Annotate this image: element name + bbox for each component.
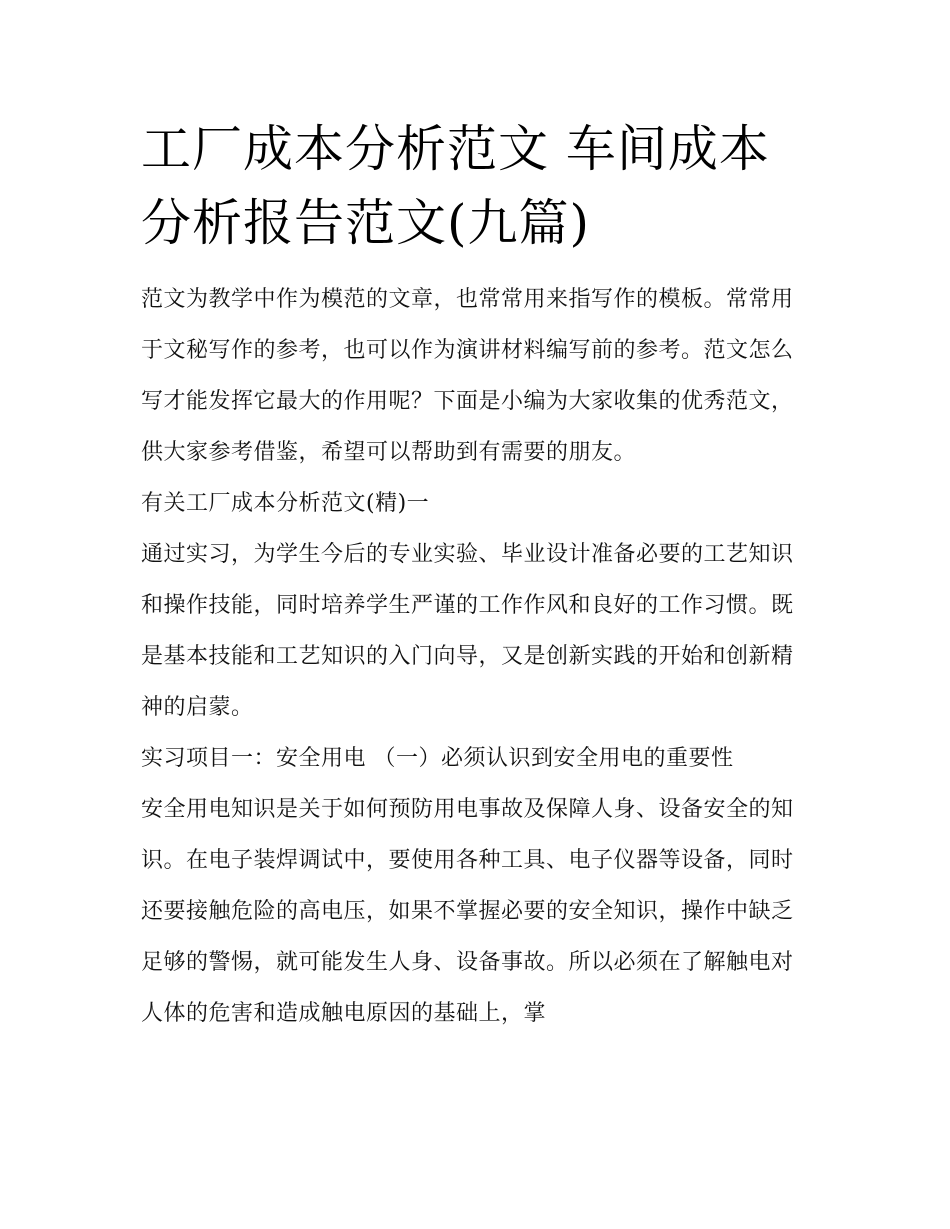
subsection-heading: 实习项目一：安全用电 （一）必须认识到安全用电的重要性 [141, 746, 734, 771]
body-paragraph: 通过实习，为学生今后的专业实验、毕业设计准备必要的工艺知识和操作技能，同时培养学生严谨的工作作风和良好的工作习惯。既是基本技能和工艺知识的入门向导，又是创新实践的开始和创新精神的启蒙。 [141, 542, 794, 720]
document-title: 工厂成本分析范文 车间成本分析报告范文(九篇) [141, 120, 770, 252]
body-paragraph: 安全用电知识是关于如何预防用电事故及保障人身、设备安全的知识。在电子装焊调试中，要使用各种工具、电子仪器等设备，同时还要接触危险的高电压，如果不掌握必要的安全知识，操作中缺乏足够的警惕，就可能发生人身、设备事故。所以必须在了解触电对人体的危害和造成触电原因的基础上，掌 [141, 797, 794, 1026]
intro-paragraph: 范文为教学中作为模范的文章，也常常用来指写作的模板。常常用于文秘写作的参考，也可以作为演讲材料编写前的参考。范文怎么写才能发挥它最大的作用呢？下面是小编为大家收集的优秀范文，供大家参考借鉴，希望可以帮助到有需要的朋友。 [141, 287, 794, 465]
document-body [141, 112, 813, 1039]
section-heading: 有关工厂成本分析范文(精)一 [141, 491, 430, 516]
